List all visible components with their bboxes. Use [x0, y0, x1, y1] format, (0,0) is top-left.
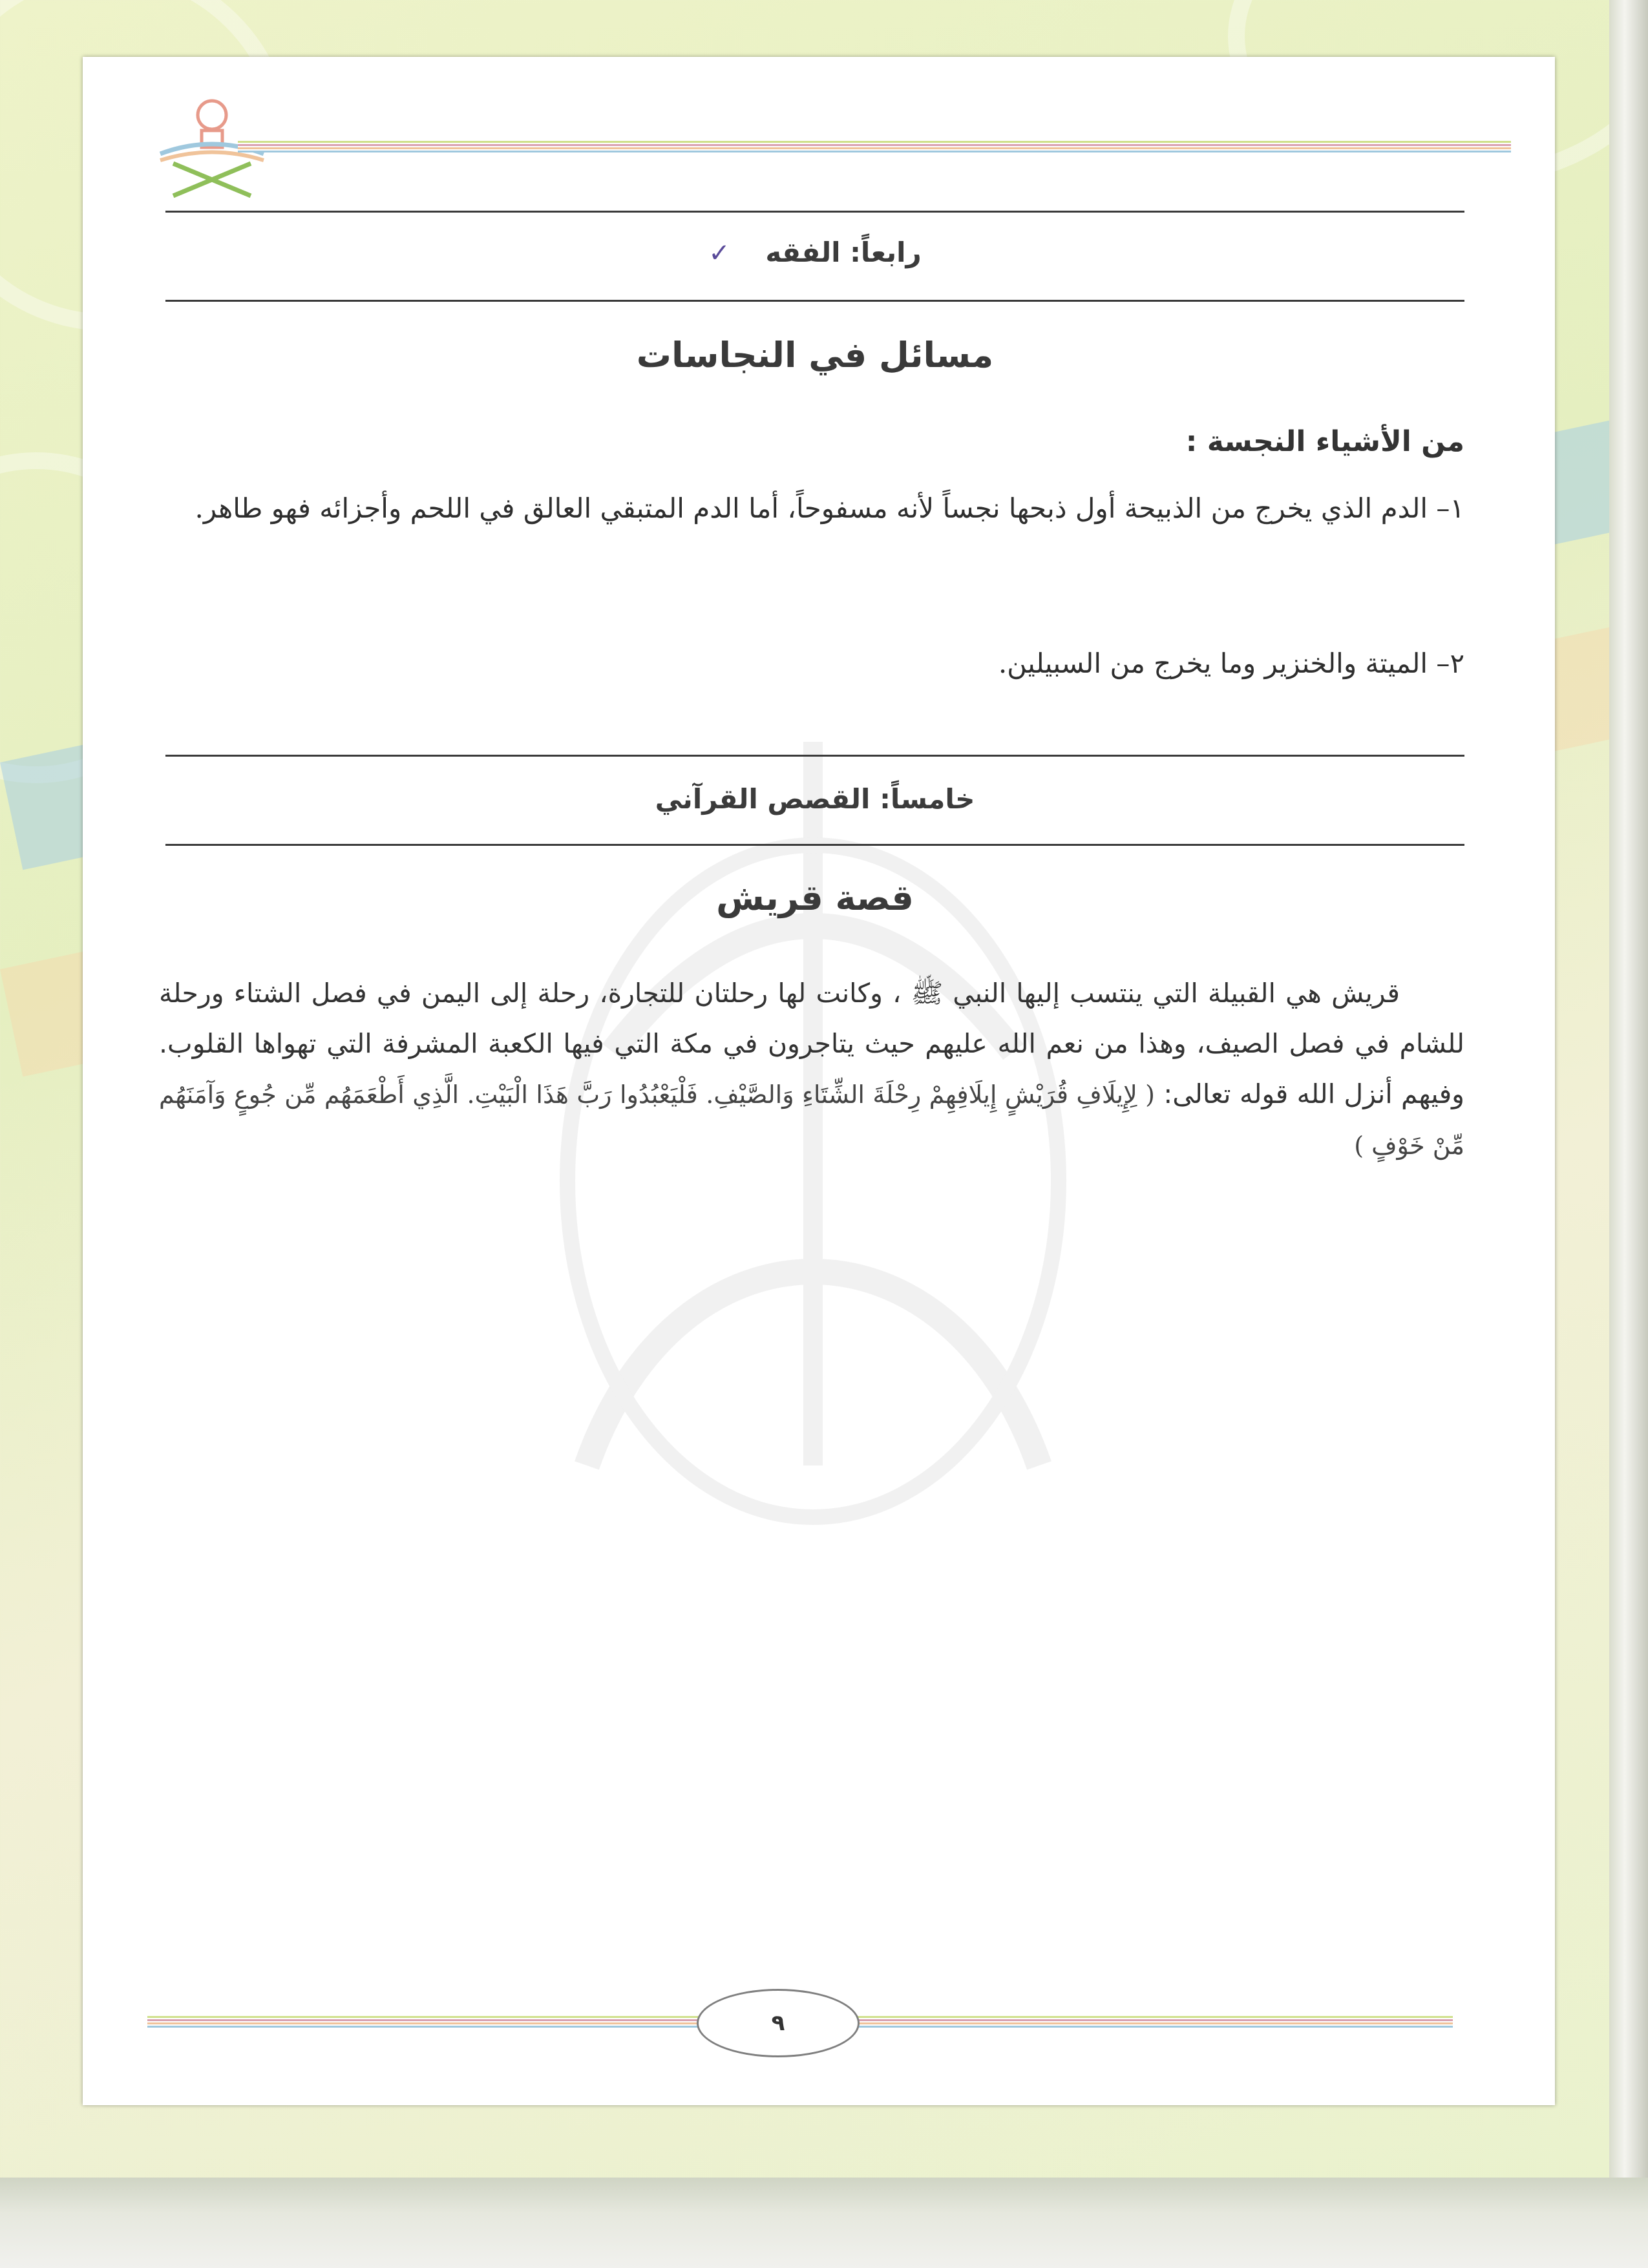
check-icon: ✓: [708, 238, 730, 268]
divider: [165, 300, 1464, 302]
page-number: ٩: [697, 1989, 860, 2057]
impure-things-subheading: من الأشياء النجسة :: [1185, 425, 1464, 458]
divider: [165, 844, 1464, 846]
fiqh-title: مسائل في النجاسات: [636, 335, 994, 375]
book-page: [83, 57, 1555, 2105]
header-rule: [238, 141, 1511, 152]
story-text: قريش هي القبيلة التي ينتسب إليها النبي ﷺ ، وكانت لها رحلتان للتجارة، رحلة إلى اليمن في فصل الشتاء ورحلة للشام في فصل الصيف، وهذا من نعم الله عليهم حيث يتاجرون في مكة التي فيها الكعبة المشرفة التي تهواها القلوب. وفيهم أنزل الله قوله تعالى:: [159, 978, 1464, 1109]
quran-verse: ( لِإِيلَافِ قُرَيْشٍ إِيلَافِهِمْ رِحْلَةَ الشِّتَاءِ وَالصَّيْفِ. فَلْيَعْبُدُوا رَبَّ هَذَا الْبَيْتِ. الَّذِي أَطْعَمَهُم مِّن جُوعٍ وَآمَنَهُم مِّنْ خَوْفٍ ): [159, 1080, 1464, 1160]
story-title: قصة قريش: [716, 877, 914, 918]
fiqh-item: ١– الدم الذي يخرج من الذبيحة أول ذبحها نجساً لأنه مسفوحاً، أما الدم المتبقي العالق في اللحم وأجزائه فهو طاهر.: [195, 492, 1464, 524]
scan-edge: [1609, 0, 1648, 2268]
section-heading-story: خامساً: القصص القرآني: [655, 783, 975, 815]
fiqh-item: ٢– الميتة والخنزير وما يخرج من السبيلين.: [998, 647, 1464, 679]
scan-bottom-edge: [0, 2178, 1648, 2268]
section-heading-label: رابعاً: الفقه: [765, 236, 922, 268]
divider: [165, 755, 1464, 757]
divider: [165, 211, 1464, 213]
story-paragraph: [159, 968, 1464, 1171]
section-heading-fiqh: [165, 236, 1464, 268]
